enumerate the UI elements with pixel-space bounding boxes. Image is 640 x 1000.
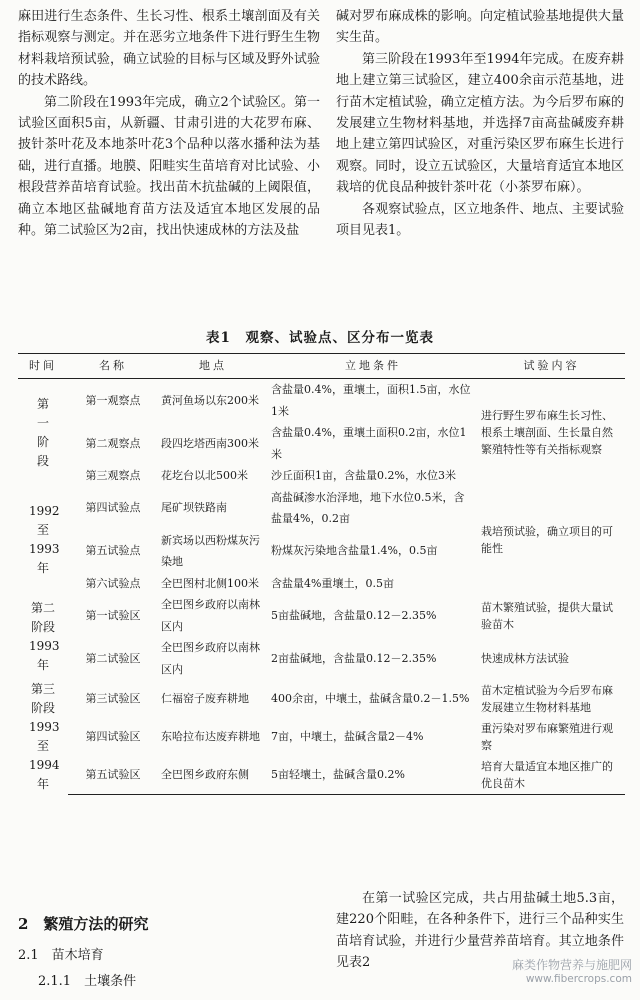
condition-cell: 400余亩，中壤土，盐碱含量0.2－1.5% — [271, 692, 470, 706]
condition-cell: 2亩盐碱地，含盐量0.12－2.35% — [271, 651, 437, 665]
watermark — [512, 956, 632, 985]
content-cell: 重污染对罗布麻繁殖进行观察 — [481, 721, 613, 752]
name-cell: 第四试验点 — [85, 501, 141, 515]
table-row — [18, 487, 625, 530]
period-label: 第二阶段1993年 — [29, 601, 60, 672]
period-cell — [18, 594, 68, 680]
table-row — [18, 756, 625, 794]
condition-cell: 5亩盐碱地，含盐量0.12－2.35% — [271, 608, 437, 622]
name-cell: 第六试验点 — [85, 576, 141, 590]
period-label: 第一阶段 — [36, 396, 49, 468]
section-heading: 2 繁殖方法的研究 — [18, 915, 149, 933]
content-cell: 培育大量适宜本地区推广的优良苗木 — [478, 756, 625, 794]
table-row — [18, 680, 625, 718]
location-cell: 黄河鱼场以东200米 — [161, 393, 259, 407]
condition-cell: 5亩轻壤土，盐碱含量0.2% — [268, 756, 478, 794]
name-cell: 第三观察点 — [85, 469, 141, 482]
period-cell — [18, 379, 68, 487]
name-cell: 第五试验点 — [85, 544, 141, 558]
content-cell: 苗木繁殖试验，提供大量试验苗木 — [481, 600, 613, 631]
content-cell: 栽培预试验，确立项目的可能性 — [481, 525, 613, 556]
condition-cell: 粉煤灰污染地含盐量1.4%，0.5亩 — [271, 544, 438, 558]
table-title: 表1 观察、试验点、区分布一览表 — [206, 330, 434, 346]
paragraph: 麻田进行生态条件、生长习性、根系土壤剖面及有关指标观察与测定。并在恶劣立地条件下进行野生生物材料栽培预试验，确立试验的目标与区域及野外试验的技术路线。 — [18, 9, 320, 89]
paragraph: 碱对罗布麻成株的影响。向定植试验基地提供大量实生苗。 — [336, 9, 624, 46]
location-cell: 全巴图村北侧100米 — [161, 576, 259, 590]
location-cell: 全巴图乡政府以南林区内 — [161, 641, 260, 676]
period-cell — [18, 680, 68, 794]
name-cell: 第一试验区 — [85, 608, 141, 622]
table-row — [18, 718, 625, 756]
header-name: 名称 — [68, 354, 158, 379]
content-cell: 快速成林方法试验 — [481, 652, 569, 665]
name-cell: 第一观察点 — [85, 393, 141, 407]
content-cell: 苗木定植试验为今后罗布麻发展建立生物材料基地 — [481, 683, 613, 714]
location-cell: 新宾场以西粉煤灰污染地 — [161, 533, 260, 568]
condition-cell: 沙丘面积1亩，含盐量0.2%，水位3米 — [271, 469, 456, 482]
location-cell: 东哈拉布达废弃耕地 — [161, 729, 260, 743]
table-row — [18, 637, 625, 680]
condition-cell: 含盐量0.4%，重壤土，面积1.5亩，水位1米 — [271, 383, 471, 418]
name-cell: 第三试验区 — [85, 692, 141, 706]
subsubsection-heading: 2.1.1 土壤条件 — [38, 974, 137, 989]
name-cell: 第二试验区 — [85, 651, 141, 665]
paragraph: 第三阶段在1993年至1994年完成。在废弃耕地上建立第三试验区，建立400余亩示范基地，进行苗木定植试验，确立定植方法。为今后罗布麻的发展建立生物材料基地，并选择7亩高盐碱废弃耕地上建立第四试验区，对重污染区罗布麻生长进行观察。同时，设立五试验区，大量培育适宜本地区栽培的优良品种披针茶叶花（小茶罗布麻）。 — [336, 51, 624, 196]
subsection-heading: 2.1 苗木培育 — [18, 948, 104, 963]
left-column-text — [18, 6, 320, 241]
location-cell: 花圪台以北500米 — [161, 469, 248, 482]
name-cell: 第五试验区 — [68, 756, 158, 794]
condition-cell: 含盐量4%重壤土，0.5亩 — [271, 576, 394, 590]
observation-table — [18, 353, 625, 795]
header-content: 试验内容 — [478, 354, 625, 379]
table-row — [18, 594, 625, 637]
location-cell: 尾矿坝铁路南 — [161, 501, 227, 515]
condition-cell: 高盐碱渗水治泽地，地下水位0.5米，含盐量4%，0.2亩 — [271, 490, 465, 525]
period-label: 1992至1993年 — [29, 504, 60, 576]
header-time: 时间 — [18, 354, 68, 379]
condition-cell: 7亩，中壤土，盐碱含量2－4% — [271, 729, 424, 743]
right-column-text — [336, 6, 624, 241]
period-cell — [18, 487, 68, 595]
paragraph: 第二阶段在1993年完成，确立2个试验区。第一试验区面积5亩，从新疆、甘肃引进的大花罗布麻、披针茶叶花及本地茶叶花3个品种以落水播种法为基础，进行直播。地膜、阳畦实生苗培育对比试验、小根段营养苗培育试验。找出苗木抗盐碱的上阈限值，确立本地区盐碱地育苗方法及适宜本地区发展的品种。第二试验区为2亩，找出快速成林的方法及盐 — [18, 94, 320, 239]
period-label: 第三阶段1993至1994年 — [29, 682, 60, 791]
location-cell: 段四圪塔西南300米 — [161, 436, 259, 450]
condition-cell: 含盐量0.4%，重壤土面积0.2亩，水位1米 — [271, 426, 467, 461]
name-cell: 第二观察点 — [85, 436, 141, 450]
location-cell: 全巴图乡政府东侧 — [158, 756, 268, 794]
header-condition: 立地条件 — [268, 354, 478, 379]
content-cell: 进行野生罗布麻生长习性、根系土壤剖面、生长量自然繁殖特性等有关指标观察 — [481, 409, 613, 457]
name-cell: 第四试验区 — [85, 729, 141, 743]
paragraph: 各观察试验点，区立地条件、地点、主要试验项目见表1。 — [336, 201, 624, 239]
table-header-row — [18, 354, 625, 379]
table-row — [18, 379, 625, 423]
watermark-url: www.fibercrops.com — [525, 973, 632, 985]
header-location: 地点 — [158, 354, 268, 379]
watermark-title: 麻类作物营养与施肥网 — [511, 958, 632, 972]
paragraph: 在第一试验区完成，共占用盐碱土地5.3亩，建220个阳畦，在各种条件下，进行三个品种实生苗培育试验，并进行少量营养苗培育。其立地条件见表2 — [336, 891, 624, 971]
location-cell: 全巴图乡政府以南林区内 — [161, 598, 260, 633]
location-cell: 仁福窑子废弃耕地 — [161, 692, 249, 706]
